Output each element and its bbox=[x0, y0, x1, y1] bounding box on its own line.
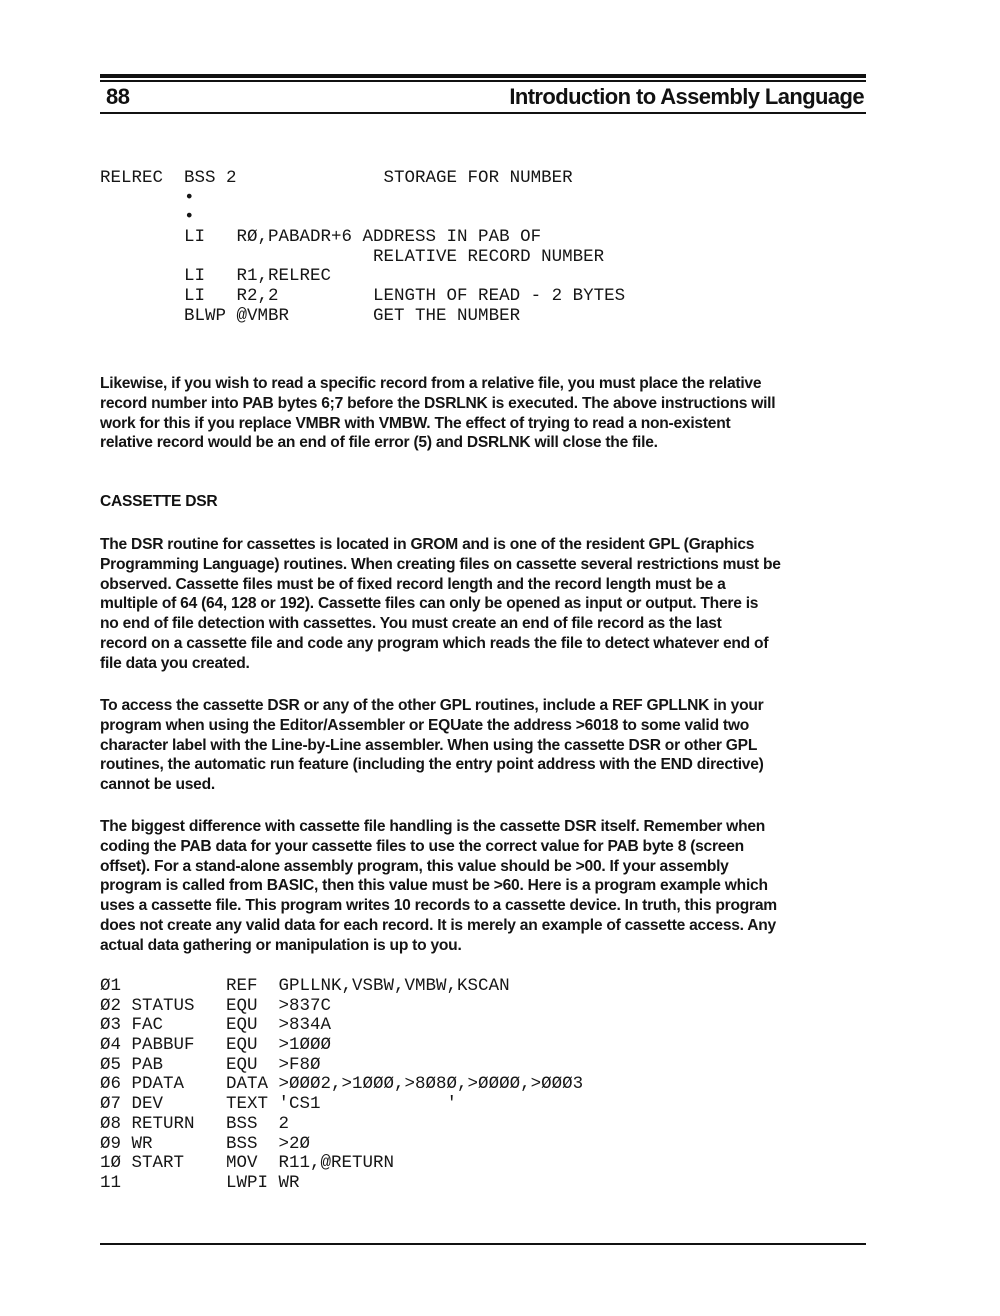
paragraph-cassette-dsr bbox=[100, 535, 890, 674]
paragraph-line: Programming Language) routines. When creating files on cassette several restrictions must be bbox=[100, 555, 781, 573]
paragraph-cassette-handling bbox=[100, 817, 890, 956]
paragraph-relative-record bbox=[100, 374, 890, 453]
paragraph-line: To access the cassette DSR or any of the other GPL routines, include a REF GPLLNK in your bbox=[100, 697, 764, 714]
paragraph-line: program when using the Editor/Assembler or EQUate the address >6018 to some valid two bbox=[100, 716, 750, 734]
code-line: RELREC BSS 2 STORAGE FOR NUMBER bbox=[100, 168, 573, 188]
paragraph-line: coding the PAB data for your cassette files to use the correct value for PAB byte 8 (screen bbox=[100, 837, 744, 855]
paragraph-line: program is called from BASIC, then this value must be >60. Here is a program example which bbox=[100, 877, 768, 895]
paragraph-line: actual data gathering or manipulation is up to you. bbox=[100, 936, 462, 954]
paragraph-line: The DSR routine for cassettes is located in GROM and is one of the resident GPL (Graphics bbox=[100, 536, 755, 553]
code-line: 11 LWPI WR bbox=[100, 1172, 300, 1193]
running-title: Introduction to Assembly Language bbox=[509, 84, 864, 109]
code-line: LI R2,2 LENGTH OF READ - 2 BYTES bbox=[100, 286, 626, 307]
code-block-program-listing bbox=[100, 977, 583, 1194]
header-rule-top-thin bbox=[100, 80, 866, 82]
code-line: 1Ø START MOV R11,@RETURN bbox=[100, 1153, 395, 1174]
code-line: LI R1,RELREC bbox=[100, 266, 332, 287]
code-line: RELATIVE RECORD NUMBER bbox=[100, 246, 605, 267]
footer-rule bbox=[100, 1243, 866, 1245]
paragraph-line: cannot be used. bbox=[100, 776, 215, 794]
paragraph-line: offset). For a stand-alone assembly program, this value should be >00. If your assembly bbox=[100, 857, 729, 875]
code-line: • bbox=[100, 187, 195, 208]
paragraph-line: work for this if you replace VMBR with VMBW. The effect of trying to read a non-existent bbox=[100, 414, 731, 432]
code-line: Ø1 REF GPLLNK,VSBW,VMBW,KSCAN bbox=[100, 976, 510, 996]
paragraph-line: Likewise, if you wish to read a specific record from a relative file, you must place the relative bbox=[100, 375, 762, 392]
paragraph-line: observed. Cassette files must be of fixed record length and the record length must be a bbox=[100, 575, 726, 593]
code-line: Ø7 DEV TEXT 'CS1 ' bbox=[100, 1094, 458, 1115]
code-line: Ø9 WR BSS >2Ø bbox=[100, 1133, 311, 1154]
code-line: • bbox=[100, 207, 195, 228]
paragraph-line: The biggest difference with cassette file handling is the cassette DSR itself. Remember when bbox=[100, 818, 766, 835]
page-number: 88 bbox=[106, 84, 130, 109]
paragraph-line: uses a cassette file. This program writes 10 records to a cassette device. In truth, this program bbox=[100, 897, 777, 915]
code-line: Ø2 STATUS EQU >837C bbox=[100, 995, 332, 1016]
code-line: Ø6 PDATA DATA >ØØØ2,>1ØØØ,>8Ø8Ø,>ØØØØ,>ØØØ3 bbox=[100, 1074, 584, 1095]
paragraph-line: multiple of 64 (64, 128 or 192). Cassette files can only be opened as input or output. There is bbox=[100, 595, 759, 613]
paragraph-line: character label with the Line-by-Line assembler. When using the cassette DSR or other GPL bbox=[100, 736, 758, 754]
code-line: Ø8 RETURN BSS 2 bbox=[100, 1113, 290, 1134]
section-heading: CASSETTE DSR bbox=[100, 493, 218, 510]
paragraph-line: routines, the automatic run feature (including the entry point address with the END directive) bbox=[100, 756, 764, 774]
paragraph-gpl-routines bbox=[100, 696, 890, 795]
paragraph-line: relative record would be an end of file error (5) and DSRLNK will close the file. bbox=[100, 434, 658, 452]
code-line: LI RØ,PABADR+6 ADDRESS IN PAB OF bbox=[100, 227, 542, 248]
header-underline bbox=[100, 112, 866, 114]
paragraph-line: record number into PAB bytes 6;7 before the DSRLNK is executed. The above instructions will bbox=[100, 394, 776, 412]
paragraph-line: file data you created. bbox=[100, 654, 250, 672]
page-header bbox=[100, 84, 866, 114]
code-line: Ø4 PABBUF EQU >1ØØØ bbox=[100, 1035, 332, 1056]
paragraph-line: no end of file detection with cassettes. You must create an end of file record as the last bbox=[100, 615, 722, 633]
header-rule-top-thick bbox=[100, 74, 866, 78]
code-block-relrec bbox=[100, 169, 625, 327]
paragraph-line: does not create any valid data for each record. It is merely an example of cassette access. Any bbox=[100, 916, 776, 934]
code-line: Ø3 FAC EQU >834A bbox=[100, 1015, 332, 1036]
code-line: Ø5 PAB EQU >F8Ø bbox=[100, 1054, 321, 1075]
code-line: BLWP @VMBR GET THE NUMBER bbox=[100, 305, 521, 326]
paragraph-line: record on a cassette file and code any program which reads the file to detect whatever end of bbox=[100, 634, 769, 652]
